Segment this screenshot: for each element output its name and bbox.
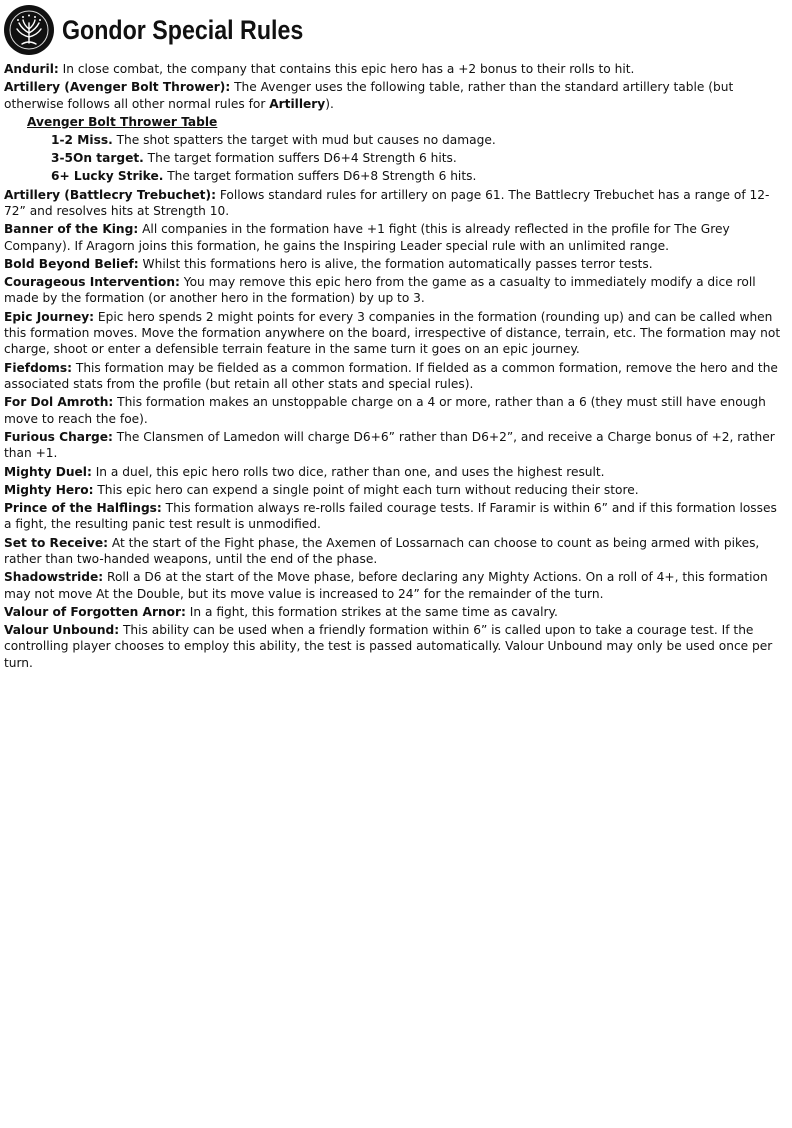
rule-name: Valour Unbound: bbox=[4, 622, 120, 637]
rule-name: Furious Charge: bbox=[4, 429, 113, 444]
table-roll: 3-5On target. bbox=[51, 151, 144, 166]
rule-name: Anduril: bbox=[4, 62, 59, 76]
rule-name: Mighty Duel: bbox=[4, 464, 92, 479]
rule-text: This formation always re-rolls failed courage tests. If Faramir is within 6” and if this formation losses a fight, the resulting panic test result is unmodified. bbox=[4, 500, 777, 532]
rule-text: In a duel, this epic hero rolls two dice, rather than one, and uses the highest result. bbox=[91, 464, 605, 479]
rule-text: This ability can be used when a friendly formation within 6” is called upon to take a courage test. If the controlling player chooses to employ this ability, the test is passed automatically. Valour Unbound may only be used once per turn. bbox=[4, 622, 773, 670]
rule-for-dol-amroth bbox=[4, 394, 788, 427]
rule-valour-unbound bbox=[4, 622, 788, 671]
rule-name: Artillery (Avenger Bolt Thrower): bbox=[4, 80, 231, 95]
rule-set-to-receive bbox=[4, 535, 788, 568]
rule-name: Set to Receive: bbox=[4, 535, 108, 550]
rule-text: This epic hero can expend a single point of might each turn without reducing their store. bbox=[93, 482, 639, 497]
rule-banner-of-the-king bbox=[4, 221, 788, 254]
table-result: The shot spatters the target with mud but causes no damage. bbox=[112, 133, 496, 148]
rule-shadowstride bbox=[4, 569, 788, 602]
rule-name: Epic Journey: bbox=[4, 309, 95, 324]
page-header bbox=[4, 4, 343, 56]
rule-text: Follows standard rules for artillery on page 61. The Battlecry Trebuchet has a range of 12-72” and resolves hits at Strength 10. bbox=[4, 187, 770, 219]
rule-name: Prince of the Halflings: bbox=[4, 500, 162, 515]
table-title: Avenger Bolt Thrower Table bbox=[27, 114, 218, 129]
rule-text: In a fight, this formation strikes at the same time as cavalry. bbox=[185, 604, 558, 619]
table-row bbox=[51, 150, 788, 166]
rule-valour-of-forgotten-arnor bbox=[4, 604, 788, 620]
rule-epic-journey bbox=[4, 309, 788, 358]
rule-text-end: ). bbox=[325, 96, 334, 111]
rule-name: For Dol Amroth: bbox=[4, 395, 114, 410]
table-row bbox=[51, 132, 788, 148]
rule-text: In close combat, the company that contains this epic hero has a +2 bonus to their rolls to hit. bbox=[58, 62, 635, 76]
rule-text: This formation makes an unstoppable charge on a 4 or more, rather than a 6 (they must still have enough move to reach the foe). bbox=[4, 395, 766, 426]
rule-text: This formation may be fielded as a common formation. If fielded as a common formation, remove the hero and the associated stats from the profile (but retain all other stats and special rules). bbox=[4, 360, 778, 392]
rule-text: Roll a D6 at the start of the Move phase, before declaring any Mighty Actions. On a roll of 4+, this formation may not move At the Double, but its move value is increased to 24” for the remainder of the turn. bbox=[4, 570, 768, 601]
rules-list bbox=[4, 61, 788, 673]
rule-artillery-trebuchet bbox=[4, 187, 788, 220]
table-result: The target formation suffers D6+8 Strength 6 hits. bbox=[163, 169, 477, 184]
rule-mighty-hero bbox=[4, 482, 788, 498]
rule-text: At the start of the Fight phase, the Axemen of Lossarnach can choose to count as being armed with pikes, rather than two-handed weapons, until the end of the phase. bbox=[4, 535, 760, 566]
rule-furious-charge bbox=[4, 429, 788, 462]
rule-mighty-duel bbox=[4, 464, 788, 480]
rule-name: Banner of the King: bbox=[4, 222, 139, 237]
rule-name: Fiefdoms: bbox=[4, 360, 72, 375]
rule-text: All companies in the formation have +1 fight (this is already reflected in the profile for The Grey Company). If Aragorn joins this formation, he gains the Inspiring Leader special rule with an unlimited range. bbox=[4, 222, 730, 253]
rule-name: Mighty Hero: bbox=[4, 482, 94, 497]
page-title: Gondor Special Rules bbox=[62, 14, 304, 45]
rule-name: Bold Beyond Belief: bbox=[4, 256, 139, 271]
rule-fiefdoms bbox=[4, 360, 788, 393]
rule-courageous-intervention bbox=[4, 274, 788, 307]
rule-name: Artillery (Battlecry Trebuchet): bbox=[4, 187, 216, 202]
rule-text: The Clansmen of Lamedon will charge D6+6” rather than D6+2”, and receive a Charge bonus of +2, rather than +1. bbox=[4, 429, 775, 461]
rule-emphasis: Artillery bbox=[269, 96, 326, 111]
rule-anduril bbox=[4, 61, 788, 77]
table-roll: 6+ Lucky Strike. bbox=[51, 169, 164, 184]
rule-text: You may remove this epic hero from the game as a casualty to immediately modify a dice roll made by the formation (or another hero in the formation) by up to 3. bbox=[4, 275, 756, 306]
table-roll: 1-2 Miss. bbox=[51, 133, 113, 148]
rule-artillery-avenger bbox=[4, 79, 788, 112]
rule-prince-of-the-halflings bbox=[4, 500, 788, 533]
rule-text: The Avenger uses the following table, rather than the standard artillery table (but otherwise follows all other normal rules for bbox=[4, 80, 734, 111]
rule-bold-beyond-belief bbox=[4, 256, 788, 272]
table-row bbox=[51, 168, 788, 184]
white-tree-icon bbox=[4, 5, 54, 55]
rule-name: Courageous Intervention: bbox=[4, 275, 180, 290]
rule-name: Shadowstride: bbox=[4, 570, 104, 585]
rule-name: Valour of Forgotten Arnor: bbox=[4, 604, 186, 619]
rule-text: Whilst this formations hero is alive, the formation automatically passes terror tests. bbox=[138, 256, 653, 271]
table-result: The target formation suffers D6+4 Strength 6 hits. bbox=[143, 151, 457, 166]
rule-text: Epic hero spends 2 might points for every 3 companies in the formation (rounding up) and can be called when this formation moves. Move the formation anywhere on the board, irrespective of distance, terrain, etc. The formation may not charge, shoot or enter a defensible terrain feature in the same turn it goes on an epic journey. bbox=[4, 309, 781, 357]
